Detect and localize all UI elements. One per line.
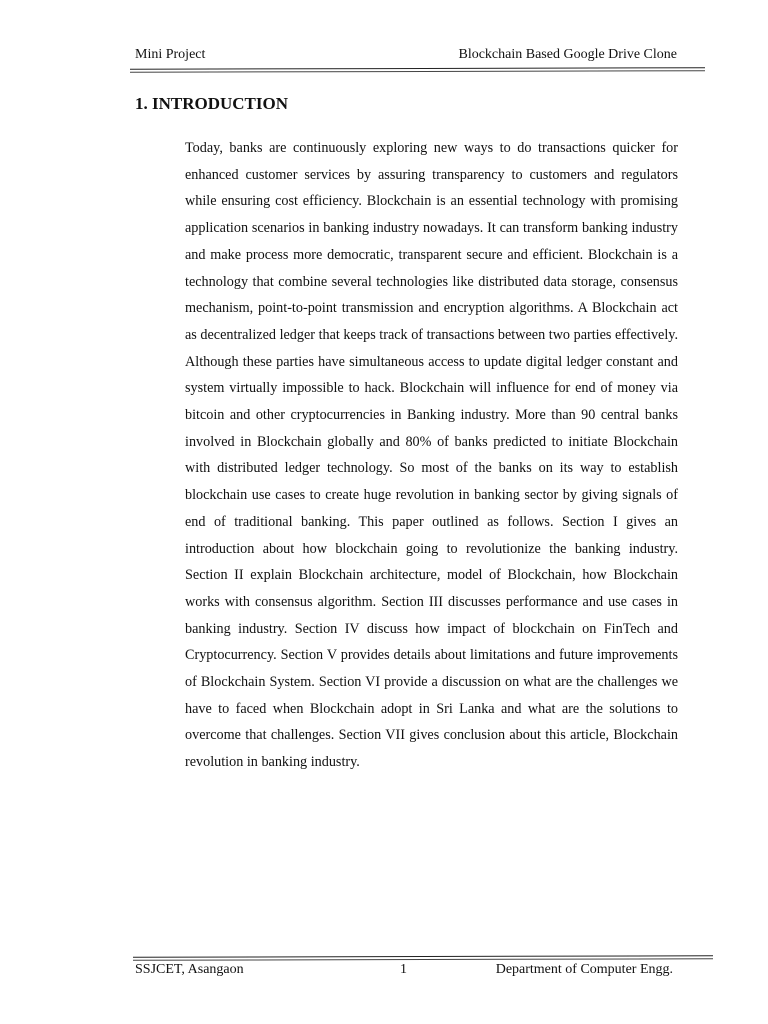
header-project-label: Mini Project <box>135 47 206 62</box>
section-title: 1. INTRODUCTION <box>135 94 289 113</box>
footer-department: Department of Computer Engg. <box>495 962 673 977</box>
header-divider-thin <box>130 70 705 73</box>
page-number: 1 <box>400 962 407 977</box>
introduction-paragraph: Today, banks are continuously exploring new ways to do transactions quicker for enhanced customer services by assuring transparency to customers and regulators while ensuring cost efficiency. Blockchain is an essential technology with promising application scenarios in banking industry nowadays. It can transform banking industry and make process more democratic, transparent secure and efficient. Blockchain is a technology that combine several technologies like distributed data storage, consensus mechanism, point-to-point transmission and encryption algorithms. A Blockchain act as decentralized ledger that keeps track of transactions between two parties effectively. Although these parties have simultaneous access to update digital ledger constant and system virtually impossible to hack. Blockchain will influence for end of money via bitcoin and other cryptocurrencies in Banking industry. More than 90 central banks involved in Blockchain globally and 80% of banks predicted to initiate Blockchain with distributed ledger technology. So most of the banks on its way to establish blockchain use cases to create huge revolution in banking sector by giving signals of end of traditional banking. This paper outlined as follows. Section I gives an introduction about how blockchain going to revolutionize the banking industry. Section II explain Blockchain architecture, model of Blockchain, how Blockchain works with consensus algorithm. Section III discusses performance and use cases in banking industry. Section IV discuss how impact of blockchain on FinTech and Cryptocurrency. Section V provides details about limitations and future improvements of Blockchain System. Section VI provide a discussion on what are the challenges we have to faced when Blockchain adopt in Sri Lanka and what are the solutions to overcome that challenges. Section VII gives conclusion about this article, Blockchain revolution in banking industry. <box>185 140 678 771</box>
footer-institution: SSJCET, Asangaon <box>135 962 244 977</box>
page-footer <box>135 961 673 981</box>
footer-divider <box>133 955 713 958</box>
header-divider <box>130 67 705 70</box>
page-header <box>135 46 677 66</box>
header-project-title: Blockchain Based Google Drive Clone <box>458 47 677 62</box>
